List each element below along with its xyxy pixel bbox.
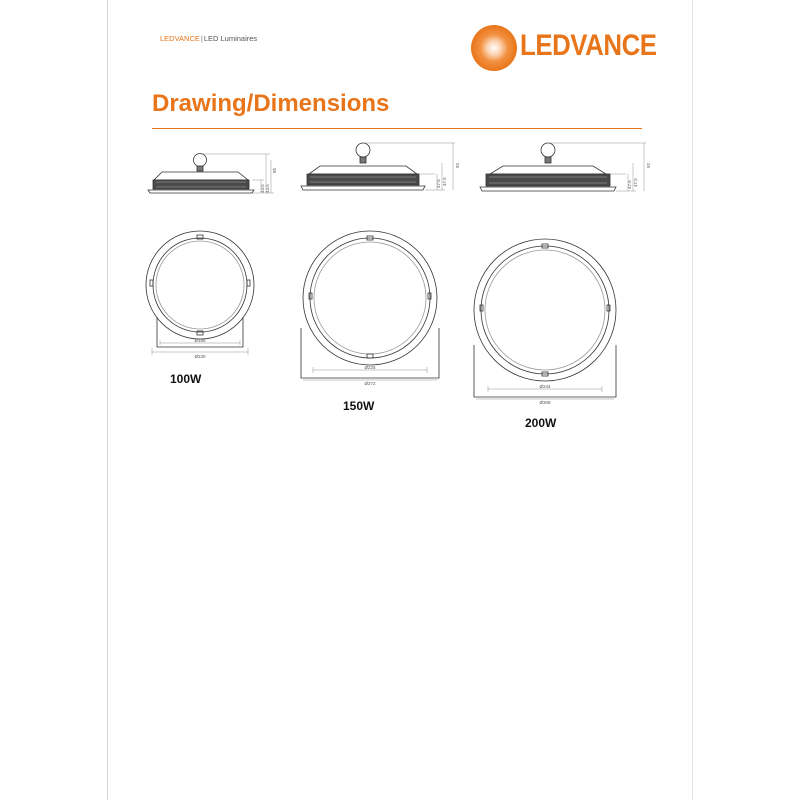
side-dim-100w-b: 44.5 (265, 184, 270, 193)
header-separator: | (200, 34, 203, 43)
logo-sun-icon (471, 25, 517, 71)
section-rule (152, 128, 642, 129)
caption-100w: 100W (170, 372, 202, 386)
logo-wordmark: LEDVANCE (520, 29, 657, 62)
outer-diameter-100w: Ø230 (194, 354, 206, 359)
caption-200w: 200W (525, 416, 557, 430)
page-left-edge (107, 0, 108, 800)
inner-diameter-200w: Ø244 (539, 384, 551, 389)
outer-diameter-200w: Ø308 (539, 400, 551, 405)
side-dim-100w-c: 44.5 (260, 184, 265, 193)
side-view-200w (470, 130, 660, 210)
top-view-200w (470, 235, 620, 405)
side-dim-200w-c: 47.5 (627, 180, 632, 189)
side-view-150w (295, 130, 475, 210)
top-view-150w (295, 228, 445, 388)
side-dim-150w-c: 47.5 (436, 179, 441, 188)
header-brand: LEDVANCE (160, 34, 200, 43)
side-dim-100w-a: 85 (272, 167, 277, 173)
header-subtitle: LED Luminaires (203, 34, 258, 43)
page-right-edge (692, 0, 693, 800)
top-view-100w (140, 222, 260, 362)
side-dim-150w-a: 92 (455, 162, 460, 168)
side-dim-200w-b: 47.5 (633, 178, 638, 187)
side-dim-200w-a: 92 (646, 162, 651, 168)
outer-diameter-150w: Ø272 (364, 381, 376, 386)
inner-diameter-150w: Ø225 (364, 365, 376, 370)
side-view-100w (140, 140, 290, 210)
section-title: Drawing/Dimensions (152, 90, 390, 117)
inner-diameter-100w: Ø186 (194, 338, 206, 343)
caption-150w: 150W (343, 399, 375, 413)
document-header (160, 34, 257, 43)
side-dim-150w-b: 47.5 (442, 177, 447, 186)
